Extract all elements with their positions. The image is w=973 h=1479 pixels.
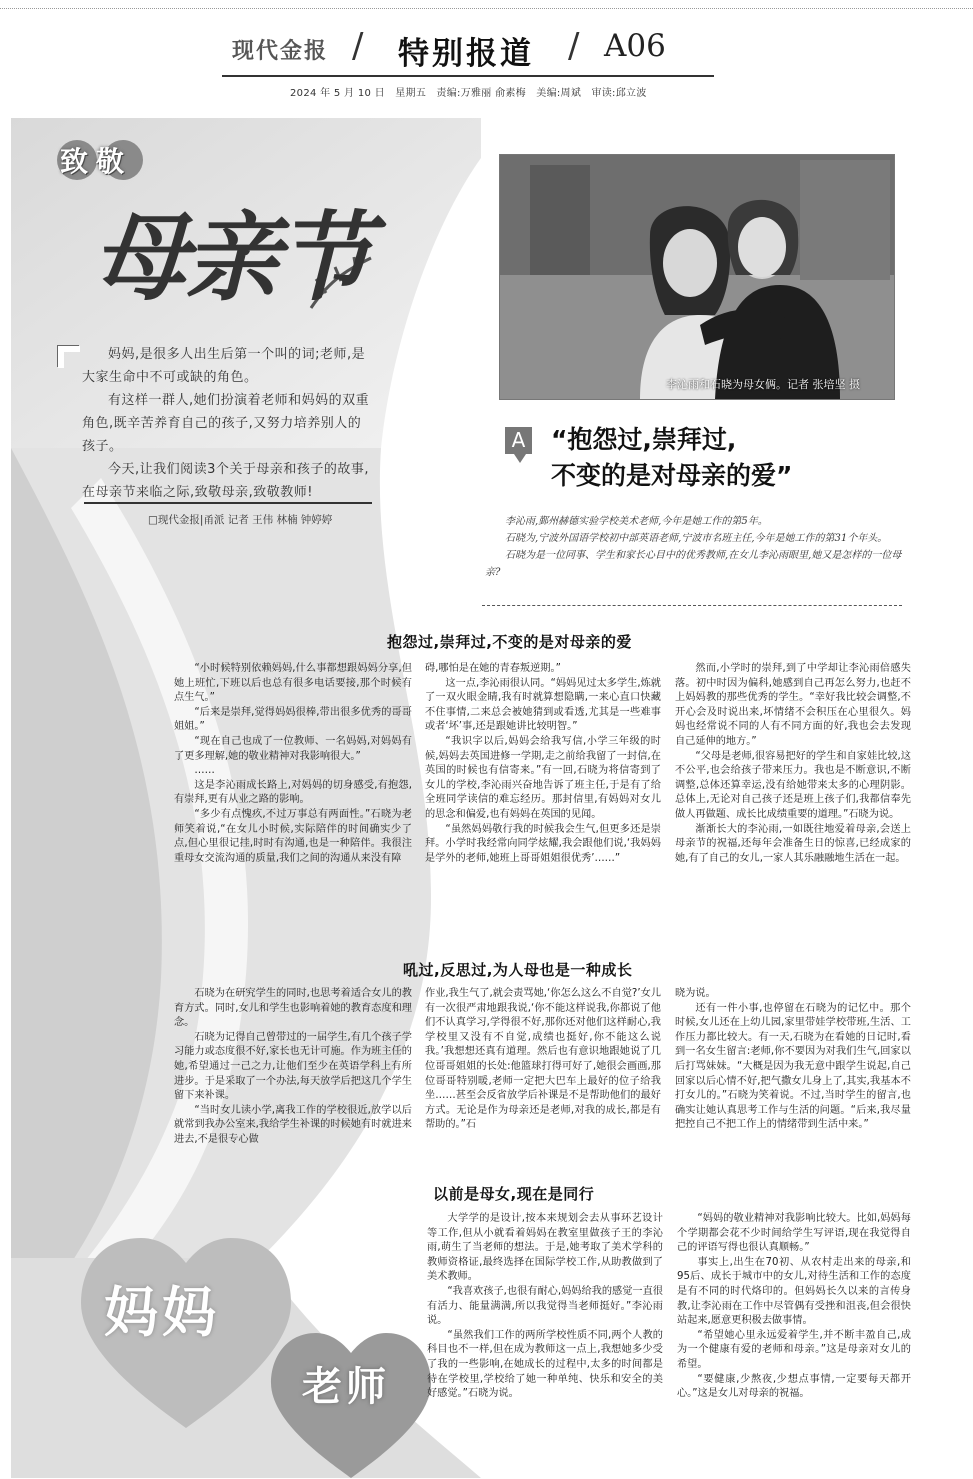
masthead-divider: / <box>352 26 364 66</box>
section-title: 特别报道 <box>398 36 534 72</box>
story3-column-1 <box>427 1212 663 1402</box>
paragraph: “当时女儿读小学,离我工作的学校很近,放学以后就常到我办公室来,我给学生补课的时候她有时就进来进去,不是很专心做 <box>174 1104 412 1145</box>
feature-title: 母亲节 <box>92 201 368 314</box>
intro-line: 李沁雨,鄞州赫德实验学校美术老师,今年是她工作的第5年。 <box>505 516 768 527</box>
story2-column-2 <box>425 987 661 1133</box>
intro-line: 石晓为,宁波外国语学校初中部英语老师,宁波市名班主任,今年是她工作的第31个年头。 <box>505 533 888 544</box>
paragraph: 石晓为记得自己曾带过的一届学生,有几个孩子学习能力或态度很不好,家长也无计可施。作为班主任的她,希望通过一己之力,让他们至少在英语学科上有所进步。于是采取了一个办法,每天放学后把这几个学生留下来补课。 <box>174 1031 412 1102</box>
paragraph: “虽然妈妈敬行我的时候我会生气,但更多还是崇拜。小学时我经常向同学炫耀,我会跟他们说,‘我妈妈是学外的老师,她班上哥哥姐姐很优秀’……” <box>425 823 661 864</box>
intro-line: 石晓为是一位同事、学生和家长心目中的优秀教师,在女儿李沁雨眼里,她又是怎样的一位母亲? <box>485 550 902 578</box>
headline-line: “抱怨过,崇拜过, <box>551 425 737 454</box>
story3-subhead: 以前是母女,现在是同行 <box>433 1185 595 1203</box>
photo-image <box>500 155 894 399</box>
top-rule <box>0 8 973 9</box>
mama-heart-word: 妈妈 <box>104 1281 220 1344</box>
paragraph: “要健康,少熬夜,少想点事情,一定要每天都开心。”这是女儿对母亲的祝福。 <box>677 1373 911 1400</box>
paragraph: 大学学的是设计,按本来规划会去从事环艺设计等工作,但从小就看着妈妈在教室里做孩子王的李沁雨,萌生了当老师的想法。于是,她考取了美术学科的教师资格证,最终选择在国际学校工作,从助教做到了美术教师。 <box>427 1213 663 1283</box>
paragraph: 然而,小学时的崇拜,到了中学却让李沁雨倍感失落。初中时因为偏科,她感到自己再怎么努力,也赶不上妈妈教的那些优秀的学生。“幸好我比较会调整,不开心会及时说出来,坏情绪不会积压在心里很久。妈妈也经常说不同的人有不同方面的好,我也会去发现自己延伸的地方。” <box>675 663 911 747</box>
quote-bracket-icon <box>58 346 80 368</box>
paragraph: 石晓为在研究学生的同时,也思考着适合女儿的教育方式。同时,女儿和学生也影响着她的教育态度和理念。 <box>174 988 412 1029</box>
paragraph: “希望她心里永远爱着学生,并不断丰盈自己,成为一个健康有爱的老师和母亲。”这是母亲对女儿的希望。 <box>677 1329 911 1370</box>
section-a-headline <box>551 422 792 494</box>
intro-paragraph: 今天,让我们阅读3个关于母亲和孩子的故事,在母亲节来临之际,致敬母亲,致敬教师! <box>82 462 370 500</box>
story1-column-2 <box>425 662 661 866</box>
paragraph: 这一点,李沁雨很认同。“妈妈见过太多学生,炼就了一双火眼金睛,我有时就算想隐瞒,一来心直口快藏不住事情,二来总会被她猜到或看透,尤其是一些难事或者‘坏’事,还是跟她讲比较明智。” <box>425 677 661 733</box>
page-number: A06 <box>604 28 666 64</box>
paragraph: “虽然我们工作的两所学校性质不同,两个人教的科目也不一样,但在成为教师这一点上,我想她多少受了我的一些影响,在她成长的过程中,太多的时间都是待在学校里,学校给了她一种单纯、快乐和安全的美好感觉。”石晓为说。 <box>427 1329 663 1400</box>
intro-paragraph: 有这样一群人,她们扮演着老师和妈妈的双重角色,既辛苦养育自己的孩子,又努力培养别人的孩子。 <box>82 393 370 454</box>
paragraph: …… <box>194 765 215 777</box>
paragraph: 作业,我生气了,就会责骂她,‘你怎么这么不自觉?’女儿有一次很严肃地跟我说,‘你不能这样说我,你都说了他们不认真学习,学得很不好,那你还对他们这样耐心,我学校里又没有不自觉,成绩也挺好,你不能这么说我。’我想想还真有道理。然后也有意识地跟她说了几位哥哥姐姐的长处:他篮球打得可好了,她很会画画,那位哥哥特别暖,老师一定把大巴车上最好的位子给我坐……甚至会反省放学后补课是不是帮助他们的最好方式。无论是作为母亲还是老师,对我的成长,都是有帮助的。”石 <box>425 988 661 1131</box>
intro-paragraph: 妈妈,是很多人出生后第一个叫的词;老师,是大家生命中不可或缺的角色。 <box>82 347 366 385</box>
headline-line: 不变的是对母亲的爱” <box>551 461 793 490</box>
paragraph: 渐渐长大的李沁雨,一如既往地爱着母亲,会送上母亲节的祝福,还每年会准备生日的惊喜,已经成家的她,有了自己的女儿,一家人其乐融融地生活在一起。 <box>675 823 911 864</box>
story2-column-1 <box>174 987 412 1148</box>
dateline: 2024 年 5 月 10 日 星期五 责编:万雅丽 俞素梅 美编:周斌 审读:邱立波 <box>290 88 647 99</box>
paragraph: 碍,哪怕是在她的青春叛逆期。” <box>425 663 561 674</box>
paragraph: “父母是老师,很容易把好的学生和自家娃比较,这不公平,也会给孩子带来压力。我也是不断意识,不断调整,总体还算幸运,没有给她带来太多的心理阴影。总体上,无论对自己孩子还是班上孩子们,我都信奉先做人再做题、成长比成绩重要的道理。”石晓为说。 <box>675 750 911 820</box>
paragraph: 事实上,出生在70初、从农村走出来的母亲,和95后、成长于城市中的女儿,对待生活和工作的态度是有不同的时代烙印的。但妈妈长久以来的言传身教,让李沁雨在工作中尽管偶有受挫和沮丧,但会很快站起来,愿意更积极去做事情。 <box>677 1256 911 1327</box>
paragraph: “后来是崇拜,觉得妈妈很棒,带出很多优秀的哥哥姐姐。” <box>174 706 412 733</box>
paragraph: “我喜欢孩子,也很有耐心,妈妈给我的感觉一直很有活力、能量满满,所以我觉得当老师挺好。”李沁雨说。 <box>427 1285 663 1327</box>
mother-daughter-photo <box>499 154 895 400</box>
story2-column-3 <box>675 987 911 1133</box>
paper-name: 现代金报 <box>232 39 329 64</box>
byline: □现代金报|甬派 记者 王伟 林楠 钟婷婷 <box>148 514 333 526</box>
paragraph: “现在自己也成了一位教师、一名妈妈,对妈妈有了更多理解,她的敬业精神对我影响很大。” <box>174 735 412 762</box>
intro-text <box>82 343 372 504</box>
feature-tag: 致敬 <box>60 145 133 178</box>
section-a-badge: A <box>505 427 532 454</box>
paragraph: 这是李沁雨成长路上,对妈妈的切身感受,有抱怨,有崇拜,更有从业之路的影响。 <box>174 779 412 806</box>
paragraph: “妈妈的敬业精神对我影响比较大。比如,妈妈每个学期都会花不少时间给学生写评语,现在我觉得自己的评语写得也很认真顺畅。” <box>677 1213 911 1254</box>
story1-subhead: 抱怨过,崇拜过,不变的是对母亲的爱 <box>387 633 632 651</box>
paragraph: “我识字以后,妈妈会给我写信,小学三年级的时候,妈妈去英国进修一学期,走之前给我留了一封信,在英国的时候也有信寄来。”有一回,石晓为将信寄到了女儿的学校,李沁雨兴奋地告诉了班主任,于是有了给全班同学读信的难忘经历。那封信里,有妈妈对女儿的思念和偏爱,也有妈妈在英国的见闻。 <box>425 735 661 820</box>
photo-caption: 李沁雨和石晓为母女俩。记者 张培坚 摄 <box>666 378 860 391</box>
paragraph: 还有一件小事,也停留在石晓为的记忆中。那个时候,女儿还在上幼儿园,家里带娃学校带班,生活、工作压力都比较大。有一天,石晓为在看她的日记时,看到一名女生留言:老师,你不要因为对我们生气,回家以后打骂妹妹。“大概是因为我无意中跟学生说起,自己回家以后心情不好,把气撒女儿身上了,其实,我基本不打女儿的。”石晓为笑着说。不过,当时学生的留言,也确实让她认真思考工作与生活的问题。“后来,我尽量把控自己不把工作上的情绪带到生活中来。” <box>675 1002 911 1131</box>
story2-subhead: 吼过,反思过,为人母也是一种成长 <box>403 961 633 979</box>
paragraph: 晓为说。 <box>675 988 716 999</box>
story1-column-3 <box>675 662 911 866</box>
masthead-rule <box>222 75 714 77</box>
story3-column-2 <box>677 1212 911 1402</box>
story1-column-1 <box>174 662 412 866</box>
intro-rule <box>84 502 372 504</box>
section-a-intro <box>485 513 905 581</box>
badge-pointer-icon <box>514 454 526 463</box>
teacher-heart-word: 老师 <box>302 1364 390 1410</box>
dashed-divider <box>482 605 902 606</box>
paragraph: “多少有点愧疚,不过万事总有两面性。”石晓为老师笑着说,“在女儿小时候,实际陪伴的时间确实少了点,但心里很记挂,时时有沟通,也是一种陪伴。我很注重母女交流沟通的质量,我们之间的沟通从来没有障 <box>174 808 412 864</box>
paragraph: “小时候特别依赖妈妈,什么事都想跟妈妈分享,但她上班忙,下班以后也总有很多电话要接,那个时候有点生气。” <box>174 663 412 704</box>
masthead-divider: / <box>568 26 580 66</box>
